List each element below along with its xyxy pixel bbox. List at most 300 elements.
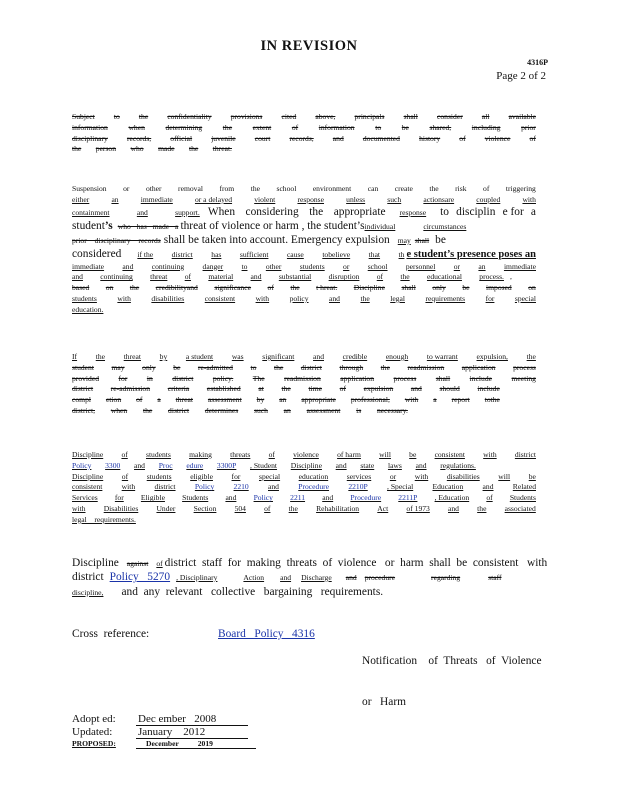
- word: district: [72, 384, 94, 394]
- proposed-date: December 2019: [136, 739, 256, 749]
- word: report: [451, 395, 470, 405]
- word: of 1973: [406, 503, 430, 513]
- word: meeting: [511, 373, 536, 383]
- word: for: [231, 471, 241, 481]
- word: the: [288, 503, 298, 513]
- procedure-3300p-number[interactable]: 3300P: [216, 460, 237, 470]
- word: provided: [72, 373, 99, 383]
- word: tothe: [484, 395, 500, 405]
- procedure-2211p-number[interactable]: 2211P: [398, 493, 418, 503]
- word: the: [222, 122, 233, 132]
- word: removal: [178, 184, 203, 193]
- word: violent: [254, 194, 276, 204]
- word: include: [469, 373, 493, 383]
- policy-2210-link[interactable]: Policy: [194, 482, 215, 492]
- word: of: [268, 450, 275, 459]
- procedure-3300p-link-cont[interactable]: edure: [186, 460, 204, 470]
- para2-line: prior disciplinary records shall be taken into account. Emergency expulsion may shall be: [72, 233, 446, 246]
- para2-line: [72, 262, 536, 273]
- word: to: [113, 112, 120, 121]
- word: services: [346, 471, 372, 481]
- word: shall: [401, 283, 416, 293]
- cross-reference-label: Cross reference:: [72, 628, 150, 640]
- word: The: [252, 373, 265, 383]
- word: the: [72, 144, 82, 154]
- para3-line: [72, 384, 500, 395]
- word: of harm: [337, 450, 361, 459]
- word: eligible: [190, 471, 213, 481]
- word: with: [72, 503, 86, 513]
- word: records,: [289, 133, 314, 143]
- word: application: [340, 373, 375, 383]
- word: assessment: [306, 405, 341, 415]
- word: has: [211, 249, 222, 259]
- word: special: [514, 293, 536, 303]
- word: will: [379, 450, 391, 459]
- word: appropriate: [301, 395, 336, 405]
- word: including: [471, 122, 501, 132]
- word: significance: [214, 283, 252, 293]
- word: to: [440, 205, 450, 218]
- word: a student: [185, 352, 214, 361]
- word: Discipline: [72, 450, 104, 459]
- word: re-admission: [110, 384, 151, 394]
- para2-line: [72, 283, 536, 294]
- word: containment: [72, 207, 110, 217]
- para4-line: [72, 472, 536, 483]
- para4-line: [72, 450, 536, 461]
- word: and: [136, 207, 148, 217]
- word: of: [339, 384, 346, 394]
- word: and: [332, 133, 344, 143]
- para1-line: [72, 123, 536, 134]
- word: considering: [245, 205, 299, 218]
- word: and: [410, 384, 422, 394]
- word: principals: [354, 112, 385, 121]
- word: educational: [426, 272, 462, 282]
- word: above,: [315, 112, 336, 121]
- paragraph-suspension: [72, 184, 536, 316]
- word: credibilityand: [155, 283, 198, 293]
- word: Rehabilitation: [316, 503, 360, 513]
- word: district: [172, 373, 194, 383]
- word: readmission: [284, 373, 321, 383]
- para3-line: [72, 374, 536, 385]
- word: the: [380, 362, 390, 372]
- policy-3300-link[interactable]: Policy: [72, 460, 92, 470]
- word: other: [265, 261, 282, 271]
- word: be: [173, 362, 181, 372]
- word: necessary.: [376, 405, 408, 415]
- para5-line: Discipline against of district staff for making threats of violence or harm shall be consistent with: [72, 557, 548, 569]
- para3-line: [72, 352, 536, 363]
- para2-line: student ’s who has made a threat of violence or harm , the student’s individual circumstances: [72, 219, 467, 232]
- word: Section: [193, 503, 217, 513]
- procedure-2210p-number[interactable]: 2210P: [348, 482, 368, 492]
- word: prior: [521, 122, 536, 132]
- word: records,: [126, 133, 152, 143]
- word: support.: [175, 207, 200, 217]
- word: shall: [403, 112, 418, 121]
- word: of: [136, 395, 143, 405]
- para3-line: [72, 406, 408, 417]
- word: making: [189, 450, 212, 459]
- word: immediate: [72, 261, 105, 271]
- procedure-code: 4316P: [527, 58, 548, 67]
- word: can: [367, 184, 379, 193]
- word: on: [528, 283, 536, 293]
- word: determines: [204, 405, 239, 415]
- word: readmission: [407, 362, 445, 372]
- document-title: IN REVISION: [260, 38, 358, 54]
- paragraph-discipline-students: [72, 450, 536, 526]
- word: Disabilities: [103, 503, 139, 513]
- word: disabilities: [151, 293, 185, 303]
- word: cited: [281, 112, 297, 121]
- word: be: [401, 122, 409, 132]
- word: students: [299, 261, 325, 271]
- word: and: [72, 272, 83, 282]
- word: should: [439, 384, 460, 394]
- word: a: [530, 205, 536, 218]
- word: policy: [289, 293, 309, 303]
- word: student: [72, 362, 94, 372]
- procedure-3300p-link[interactable]: Proc: [158, 460, 173, 470]
- word: 504: [234, 503, 246, 513]
- word: if the: [137, 249, 154, 259]
- word: may: [111, 362, 125, 372]
- word: process: [393, 373, 417, 383]
- word: with: [522, 194, 536, 204]
- word: of: [264, 503, 271, 513]
- word: or: [123, 184, 130, 193]
- word: documented: [362, 133, 400, 143]
- word: such: [253, 405, 268, 415]
- word: professional,: [350, 395, 390, 405]
- paragraph-confidentiality: [72, 112, 536, 155]
- word: to warrant: [426, 352, 458, 361]
- word: credible: [342, 352, 368, 361]
- word: immediate: [140, 194, 173, 204]
- word: the: [250, 184, 260, 193]
- word: or: [453, 261, 461, 271]
- word: continuing: [151, 261, 185, 271]
- word: of: [459, 133, 466, 143]
- word: and: [313, 352, 324, 361]
- word: the: [290, 283, 300, 293]
- word: assessment: [207, 395, 242, 405]
- word: the: [400, 272, 410, 282]
- word: process.: [479, 272, 504, 282]
- word: Suspension: [72, 184, 107, 193]
- para2-line: education.: [72, 304, 104, 314]
- word: based: [72, 283, 90, 293]
- para4-line: Policy 3300 and Proc edure 3300P , Student Discipline and state laws and regulations.: [72, 460, 476, 470]
- word: district: [514, 450, 536, 459]
- word: either: [72, 194, 90, 204]
- word: for: [485, 293, 495, 303]
- word: is: [356, 405, 362, 415]
- word: students: [72, 293, 97, 303]
- word: enough: [385, 352, 409, 361]
- word: other: [145, 184, 162, 193]
- updated-date: January 2012: [136, 726, 248, 739]
- para5-line: district Policy 5270 , Disciplinary Action and Discharge and procedure regarding staff: [72, 571, 502, 583]
- word: to: [241, 261, 248, 271]
- para2-line: [72, 184, 536, 195]
- word: When: [207, 205, 236, 218]
- para1-line: [72, 134, 536, 145]
- word: response: [297, 194, 325, 204]
- word: at: [258, 384, 264, 394]
- word: tobelieve: [322, 249, 351, 259]
- adopted-date: Dec ember 2008: [136, 713, 248, 726]
- word: confidentiality: [167, 112, 212, 121]
- word: the: [360, 293, 370, 303]
- word: appropriate: [333, 205, 386, 218]
- cross-reference-desc-line1: Notification of Threats of Violence: [362, 655, 542, 667]
- word: on: [105, 283, 114, 293]
- word: risk: [455, 184, 467, 193]
- word: coupled: [476, 194, 501, 204]
- policy-2210-number[interactable]: 2210: [233, 482, 249, 492]
- word: or: [343, 261, 350, 271]
- word: and: [122, 261, 134, 271]
- word: and: [329, 293, 340, 303]
- word: district,: [72, 405, 95, 415]
- word: official: [170, 133, 193, 143]
- word: disabilities: [446, 471, 480, 481]
- word: to: [375, 122, 382, 132]
- word: threat: [123, 352, 141, 361]
- word: with: [404, 395, 419, 405]
- word: t hreat.: [316, 283, 338, 293]
- word: available: [508, 112, 536, 121]
- word: be: [528, 471, 536, 481]
- proposed-row: PROPOSED: December 2019: [72, 739, 256, 752]
- word: violence: [293, 450, 319, 459]
- word: environment: [312, 184, 352, 193]
- word: significant: [262, 352, 295, 361]
- word: person: [95, 144, 117, 154]
- word: threats: [230, 450, 251, 459]
- word: district: [168, 405, 190, 415]
- word: disciplinary: [72, 133, 108, 143]
- word: personnel: [405, 261, 436, 271]
- word: of: [529, 133, 536, 143]
- word: determining: [165, 122, 203, 132]
- word: or a delayed: [194, 194, 233, 204]
- word: application: [461, 362, 496, 372]
- word: legal: [390, 293, 405, 303]
- word: disruption: [328, 272, 360, 282]
- policy-2211-link[interactable]: Policy: [253, 493, 273, 503]
- word: danger: [202, 261, 224, 271]
- paragraph-discipline-staff: [72, 557, 548, 600]
- word: all: [481, 112, 490, 121]
- word: expulsion: [363, 384, 394, 394]
- word: the: [189, 144, 199, 154]
- word: information: [72, 122, 108, 132]
- para5-line: discipline, and any relevant collective bargaining requirements.: [72, 586, 384, 598]
- word: special: [258, 471, 281, 481]
- word: through: [339, 362, 364, 372]
- word: include: [477, 384, 500, 394]
- word: when: [110, 405, 128, 415]
- word: with: [414, 471, 429, 481]
- word: an: [283, 405, 291, 415]
- word: was: [231, 352, 244, 361]
- word: with: [117, 293, 131, 303]
- word: with: [483, 450, 497, 459]
- word: district: [300, 362, 322, 372]
- para1-line: [72, 112, 536, 123]
- adopted-row: Adopt ed: Dec ember 2008: [72, 713, 256, 726]
- word: cause: [286, 249, 304, 259]
- word: a: [433, 395, 437, 405]
- word: imposed: [486, 283, 512, 293]
- word: by: [256, 395, 265, 405]
- word: actionsare: [423, 194, 455, 204]
- word: substantial: [278, 272, 312, 282]
- word: consistent: [204, 293, 236, 303]
- para2-line: considered if the district has sufficient cause tobelieve that th e student’s presence poses an: [72, 247, 536, 260]
- word: only: [142, 362, 156, 372]
- word: juvenile: [211, 133, 236, 143]
- board-policy-4316-link[interactable]: Board Policy 4316: [218, 628, 315, 640]
- word: provisions: [230, 112, 263, 121]
- word: violence: [484, 133, 511, 143]
- word: Discipline: [353, 283, 385, 293]
- word: such: [387, 194, 402, 204]
- page-number: Page 2 of 2: [496, 70, 546, 82]
- word: of: [483, 184, 490, 193]
- word: and: [448, 503, 459, 513]
- para4-line: Services for Eligible Students and Policy 2211 and Procedure 2211P , Education of Students: [72, 493, 536, 503]
- word: for: [118, 373, 128, 383]
- word: an: [478, 261, 486, 271]
- word: history: [419, 133, 441, 143]
- policy-2211-number[interactable]: 2211: [290, 493, 306, 503]
- word: school: [367, 261, 388, 271]
- word: criteria: [167, 384, 190, 394]
- para4-line: legal requirements.: [72, 514, 136, 524]
- para2-line: [72, 294, 536, 305]
- word: consider: [437, 112, 463, 121]
- word: an: [111, 194, 119, 204]
- word: or: [389, 471, 397, 481]
- word: that: [368, 249, 381, 259]
- word: students: [146, 471, 172, 481]
- para3-line: [72, 363, 536, 374]
- para3-line: [72, 395, 500, 406]
- word: threat.: [212, 144, 232, 154]
- procedure-2210p-link[interactable]: Procedure: [298, 482, 330, 492]
- word: continuing: [100, 272, 133, 282]
- word: of: [376, 272, 384, 282]
- word: the: [138, 112, 149, 121]
- word: process: [513, 362, 536, 372]
- adoption-history: [72, 713, 256, 752]
- word: of: [121, 471, 129, 481]
- word: the: [526, 352, 536, 361]
- word: expulsion,: [476, 352, 508, 361]
- word: etion: [105, 395, 122, 405]
- word: will: [498, 471, 511, 481]
- word: school: [276, 184, 297, 193]
- word: students: [145, 450, 171, 459]
- word: sufficient: [239, 249, 269, 259]
- word: create: [394, 184, 413, 193]
- word: the: [129, 283, 140, 293]
- updated-row: Updated: January 2012: [72, 726, 256, 739]
- paragraph-readmission: [72, 352, 536, 417]
- word: to: [250, 362, 257, 372]
- word: requirements: [425, 293, 466, 303]
- word: when: [128, 122, 145, 132]
- word: made: [158, 144, 175, 154]
- word: be: [462, 283, 470, 293]
- word: immediate: [503, 261, 536, 271]
- para2-line: containment and support. When considering the appropriate response to disciplin e for a: [72, 205, 536, 218]
- word: education: [298, 471, 329, 481]
- word: of: [291, 122, 299, 132]
- word: consistent: [434, 450, 465, 459]
- word: district: [171, 249, 193, 259]
- word: with: [255, 293, 270, 303]
- word: unless: [346, 194, 366, 204]
- cross-reference-desc-line2: or Harm: [362, 695, 406, 708]
- word: by: [159, 352, 168, 361]
- word: re-admitted: [197, 362, 233, 372]
- word: extent: [252, 122, 272, 132]
- word: established: [206, 384, 241, 394]
- word: court: [254, 133, 271, 143]
- policy-3300-number[interactable]: 3300: [105, 460, 121, 470]
- word: in: [146, 373, 153, 383]
- word: triggering: [505, 184, 536, 193]
- word: and: [250, 272, 262, 282]
- word: the: [274, 362, 284, 372]
- word: of: [121, 450, 128, 459]
- word: be: [409, 450, 417, 459]
- para4-line: [72, 504, 536, 515]
- word: policy.: [212, 373, 234, 383]
- word: associated: [504, 503, 536, 513]
- para1-line: [72, 144, 232, 155]
- word: the: [281, 384, 291, 394]
- word: threat: [150, 272, 168, 282]
- para4-line: consistent with district Policy 2210 and Procedure 2210P , Special Education and Related: [72, 482, 536, 492]
- word: Subject: [72, 112, 95, 121]
- word: information: [318, 122, 355, 132]
- word: the: [309, 205, 324, 218]
- word: shall: [435, 373, 451, 383]
- word: threat: [175, 395, 193, 405]
- word: material: [208, 272, 234, 282]
- word: shared,: [429, 122, 452, 132]
- word: Act: [377, 503, 389, 513]
- word: disciplin: [456, 205, 496, 218]
- word: the: [142, 405, 153, 415]
- para2-line: and continuing threat of material and substantial disruption of the educational process. ,: [72, 272, 512, 282]
- word: Under: [156, 503, 176, 513]
- word: a: [157, 395, 161, 405]
- word: the: [95, 352, 106, 361]
- procedure-2211p-link[interactable]: Procedure: [350, 493, 382, 503]
- word: the: [429, 184, 439, 193]
- policy-5270-link[interactable]: Policy 5270: [109, 571, 171, 583]
